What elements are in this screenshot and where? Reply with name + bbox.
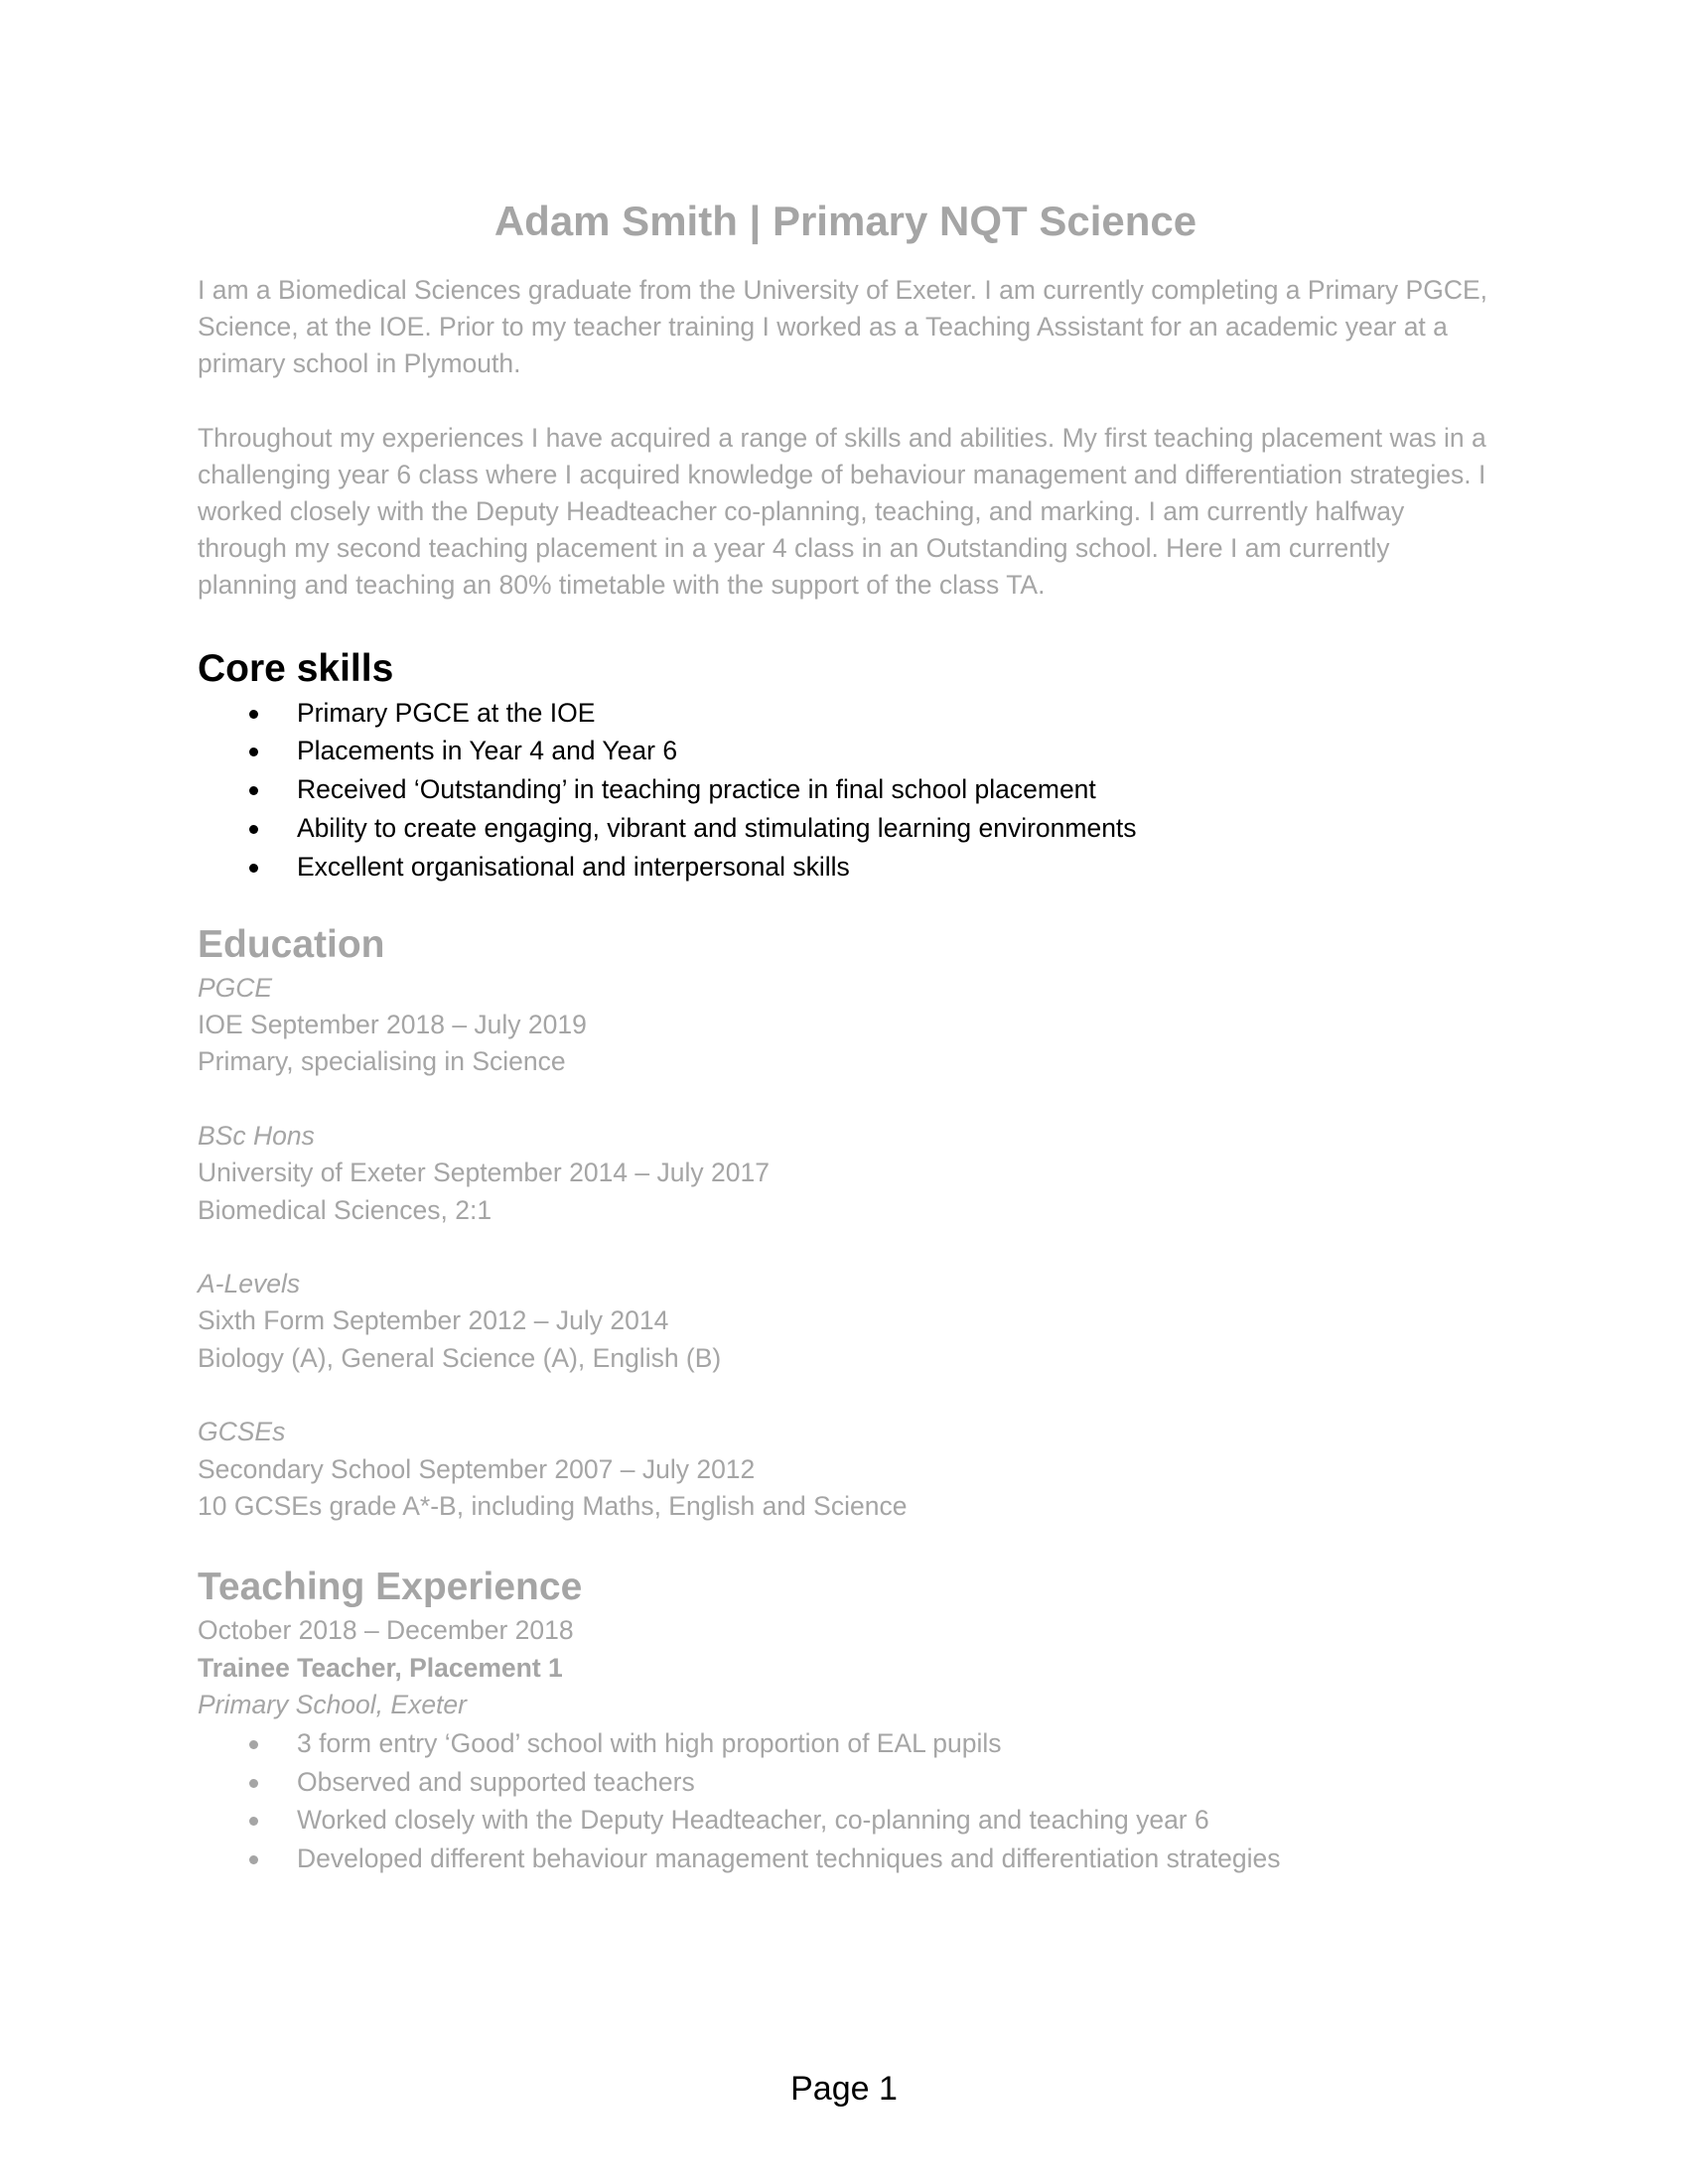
education-detail: Biomedical Sciences, 2:1 [198,1194,492,1225]
education-qualification: BSc Hons [198,1120,315,1151]
teaching-experience-heading: Teaching Experience [198,1566,583,1609]
education-institution-dates: IOE September 2018 – July 2019 [198,1010,587,1040]
bullet-icon [249,1740,258,1749]
education-detail: 10 GCSEs grade A*-B, including Maths, English and Science [198,1491,908,1522]
bullet-icon [249,825,258,834]
experience-role: Trainee Teacher, Placement 1 [198,1652,563,1683]
bullet-icon [249,864,258,873]
cv-content [198,195,1493,1878]
summary-paragraph-2: Throughout my experiences I have acquired a range of skills and abilities. My first teaching placement was in a challenging year 6 class where I acquired knowledge of behaviour management and differentiation strategies. I worked closely with the Deputy Headteacher co-planning, teaching, and marking. I am currently halfway through my second teaching placement in a year 4 class in an Outstanding school. Here I am currently planning and teaching an 80% timetable with the support of the class TA. [198,422,1486,601]
experience-school: Primary School, Exeter [198,1690,467,1720]
bullet-icon [249,786,258,795]
education-institution-dates: University of Exeter September 2014 – July 2017 [198,1158,770,1188]
experience-bullets [198,1724,1493,1878]
education-entry [198,1118,1493,1229]
experience-bullet-item [198,1763,1493,1802]
cv-title: Adam Smith | Primary NQT Science [493,198,1197,244]
education-heading: Education [198,922,385,966]
bullet-icon [249,1779,258,1788]
core-skills-list [198,694,1493,887]
experience-dates: October 2018 – December 2018 [198,1615,574,1646]
core-skill-item [198,848,1493,887]
bullet-icon [249,748,258,756]
core-skills-heading: Core skills [198,646,394,690]
experience-bullet-item [198,1724,1493,1763]
core-skill-item [198,694,1493,733]
core-skill-item [198,732,1493,770]
core-skill-text: Primary PGCE at the IOE [297,697,596,728]
page-number: Page 1 [790,2070,898,2108]
core-skill-text: Excellent organisational and interpersonal skills [297,851,850,882]
education-entry [198,1266,1493,1377]
education-qualification: PGCE [198,972,273,1003]
summary-paragraph-1: I am a Biomedical Sciences graduate from the University of Exeter. I am currently completing a Primary PGCE, Science, at the IOE. Prior to my teacher training I worked as a Teaching Assistant for an academic year at a primary school in Plymouth. [198,275,1488,379]
education-qualification: GCSEs [198,1417,286,1447]
core-skill-text: Placements in Year 4 and Year 6 [297,736,678,766]
bullet-icon [249,1855,258,1864]
education-entry [198,1414,1493,1525]
experience-bullet-text: Worked closely with the Deputy Headteacher, co-planning and teaching year 6 [297,1805,1209,1836]
teaching-experience-entry [198,1612,1493,1877]
education-qualification: A-Levels [198,1269,301,1299]
education-entry [198,970,1493,1081]
core-skill-text: Ability to create engaging, vibrant and stimulating learning environments [297,813,1137,844]
experience-bullet-text: 3 form entry ‘Good’ school with high proportion of EAL pupils [297,1727,1002,1758]
education-detail: Biology (A), General Science (A), English (B) [198,1342,722,1373]
experience-bullet-item [198,1801,1493,1840]
core-skill-item [198,809,1493,848]
core-skill-text: Received ‘Outstanding’ in teaching practice in final school placement [297,774,1096,805]
education-institution-dates: Sixth Form September 2012 – July 2014 [198,1305,669,1336]
experience-bullet-item [198,1840,1493,1878]
bullet-icon [249,1817,258,1826]
education-institution-dates: Secondary School September 2007 – July 2012 [198,1453,756,1484]
bullet-icon [249,710,258,719]
education-detail: Primary, specialising in Science [198,1046,566,1077]
core-skill-item [198,770,1493,809]
experience-bullet-text: Observed and supported teachers [297,1766,695,1797]
experience-bullet-text: Developed different behaviour management techniques and differentiation strategies [297,1843,1281,1874]
